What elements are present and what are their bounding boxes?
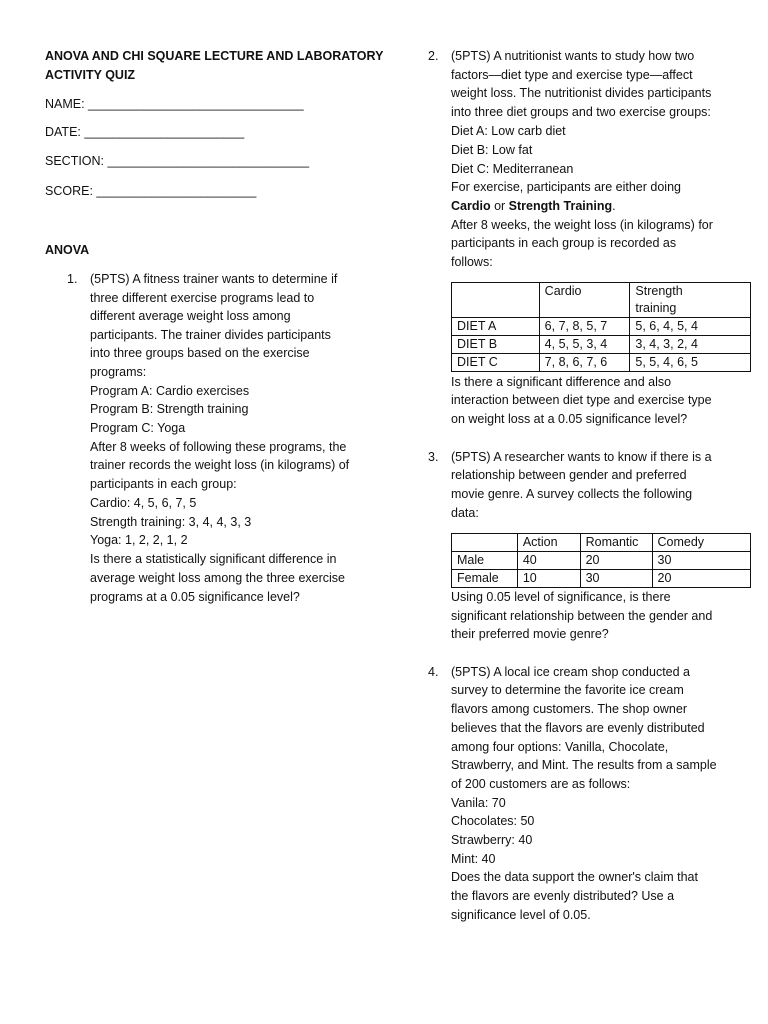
table-header-row (452, 534, 751, 552)
q3-line: their preferred movie genre? (451, 627, 609, 641)
q3-line: Using 0.05 level of significance, is there (451, 590, 671, 604)
table-cell: 10 (517, 570, 580, 588)
q4-line: survey to determine the favorite ice cream (451, 683, 684, 697)
quiz-title-line-1: ANOVA AND CHI SQUARE LECTURE AND LABORATORY (45, 49, 384, 63)
table-cell: 30 (652, 552, 751, 570)
date-field: DATE: _______________________ (45, 125, 245, 139)
q2-number: 2. (428, 49, 439, 63)
q2-line: Diet C: Mediterranean (451, 162, 574, 176)
table-corner-cell (452, 534, 518, 552)
q1-line: trainer records the weight loss (in kilograms) of (90, 458, 350, 472)
table-row (452, 354, 751, 372)
row-label: Male (452, 552, 518, 570)
q1-line: Program A: Cardio exercises (90, 384, 250, 398)
q1-line: programs at a 0.05 significance level? (90, 590, 300, 604)
q3-data-table (451, 533, 751, 588)
quiz-title-line-2: ACTIVITY QUIZ (45, 68, 136, 82)
q4-line: the flavors are evenly distributed? Use a (451, 889, 675, 903)
q1-line: Cardio: 4, 5, 6, 7, 5 (90, 496, 197, 510)
q2-line: participants in each group is recorded as (451, 236, 677, 250)
table-cell: 40 (517, 552, 580, 570)
q1-line: Is there a statistically significant difference in (90, 552, 337, 566)
q2-line: Diet B: Low fat (451, 143, 533, 157)
score-field: SCORE: _______________________ (45, 184, 257, 198)
q4-line: Chocolates: 50 (451, 814, 535, 828)
q4-line: of 200 customers are as follows: (451, 777, 631, 791)
q4-number: 4. (428, 665, 439, 679)
or-text: or (490, 199, 509, 213)
row-label: Female (452, 570, 518, 588)
q1-line: average weight loss among the three exercise (90, 571, 346, 585)
column-header-romantic: Romantic (580, 534, 652, 552)
q1-number: 1. (67, 272, 78, 286)
q3-number: 3. (428, 450, 439, 464)
q4-line: believes that the flavors are evenly distributed (451, 721, 705, 735)
table-cell: 3, 4, 3, 2, 4 (630, 336, 751, 354)
q1-line: Yoga: 1, 2, 2, 1, 2 (90, 533, 188, 547)
column-header-action: Action (517, 534, 580, 552)
q1-line: participants in each group: (90, 477, 237, 491)
q2-line: After 8 weeks, the weight loss (in kilograms) for (451, 218, 713, 232)
period-text: . (612, 199, 616, 213)
table-cell: 6, 7, 8, 5, 7 (539, 318, 630, 336)
q3-line: (5PTS) A researcher wants to know if there is a (451, 450, 712, 464)
table-row (452, 336, 751, 354)
q1-line: three different exercise programs lead to (90, 291, 315, 305)
table-cell: 5, 6, 4, 5, 4 (630, 318, 751, 336)
q1-line: different average weight loss among (90, 309, 291, 323)
column-header-comedy: Comedy (652, 534, 751, 552)
q2-line: weight loss. The nutritionist divides participants (451, 86, 712, 100)
q2-line: For exercise, participants are either doing (451, 180, 681, 194)
q4-line: (5PTS) A local ice cream shop conducted a (451, 665, 691, 679)
q4-line: Vanila: 70 (451, 796, 506, 810)
column-header-cardio: Cardio (539, 283, 630, 318)
table-corner-cell (452, 283, 540, 318)
strength-header-line: Strength (635, 284, 683, 298)
table-cell: 20 (652, 570, 751, 588)
table-cell: 5, 5, 4, 6, 5 (630, 354, 751, 372)
q1-line: Program C: Yoga (90, 421, 186, 435)
q2-line: interaction between diet type and exercise type (451, 393, 712, 407)
section-field: SECTION: _____________________________ (45, 154, 310, 168)
row-label: DIET C (452, 354, 540, 372)
table-row (452, 552, 751, 570)
q2-line: Is there a significant difference and also (451, 375, 672, 389)
table-header-row (452, 283, 751, 318)
cardio-bold-text: Cardio (451, 199, 491, 213)
q4-line: Strawberry: 40 (451, 833, 533, 847)
table-cell: 7, 8, 6, 7, 6 (539, 354, 630, 372)
table-row (452, 570, 751, 588)
table-row (452, 318, 751, 336)
q4-line: flavors among customers. The shop owner (451, 702, 687, 716)
q2-exercise-options-line (451, 198, 616, 214)
q1-line: programs: (90, 365, 147, 379)
q4-line: significance level of 0.05. (451, 908, 591, 922)
table-cell: 30 (580, 570, 652, 588)
q2-line: Diet A: Low carb diet (451, 124, 566, 138)
q2-data-table (451, 282, 751, 372)
table-cell: 20 (580, 552, 652, 570)
table-cell: 4, 5, 5, 3, 4 (539, 336, 630, 354)
q4-line: among four options: Vanilla, Chocolate, (451, 740, 669, 754)
q4-line: Strawberry, and Mint. The results from a sample (451, 758, 717, 772)
q3-line: data: (451, 506, 479, 520)
q1-line: Program B: Strength training (90, 402, 249, 416)
row-label: DIET B (452, 336, 540, 354)
q1-line: participants. The trainer divides participants (90, 328, 331, 342)
q2-line: factors—diet type and exercise type—affect (451, 68, 693, 82)
q4-line: Does the data support the owner's claim that (451, 870, 698, 884)
q3-line: movie genre. A survey collects the following (451, 487, 693, 501)
q2-line: into three diet groups and two exercise groups: (451, 105, 711, 119)
q2-line: (5PTS) A nutritionist wants to study how two (451, 49, 695, 63)
q1-line: Strength training: 3, 4, 4, 3, 3 (90, 515, 252, 529)
anova-heading: ANOVA (45, 243, 90, 257)
q1-line: into three groups based on the exercise (90, 346, 310, 360)
row-label: DIET A (452, 318, 540, 336)
column-header-strength (630, 283, 751, 318)
q4-line: Mint: 40 (451, 852, 496, 866)
q3-line: significant relationship between the gender and (451, 609, 713, 623)
q2-line: follows: (451, 255, 493, 269)
name-field: NAME: _______________________________ (45, 97, 304, 111)
q2-line: on weight loss at a 0.05 significance level? (451, 412, 688, 426)
strength-bold-text: Strength Training (508, 199, 613, 213)
q1-line: (5PTS) A fitness trainer wants to determine if (90, 272, 338, 286)
q1-line: After 8 weeks of following these programs, the (90, 440, 347, 454)
q3-line: relationship between gender and preferred (451, 468, 687, 482)
strength-header-line: training (635, 301, 677, 315)
